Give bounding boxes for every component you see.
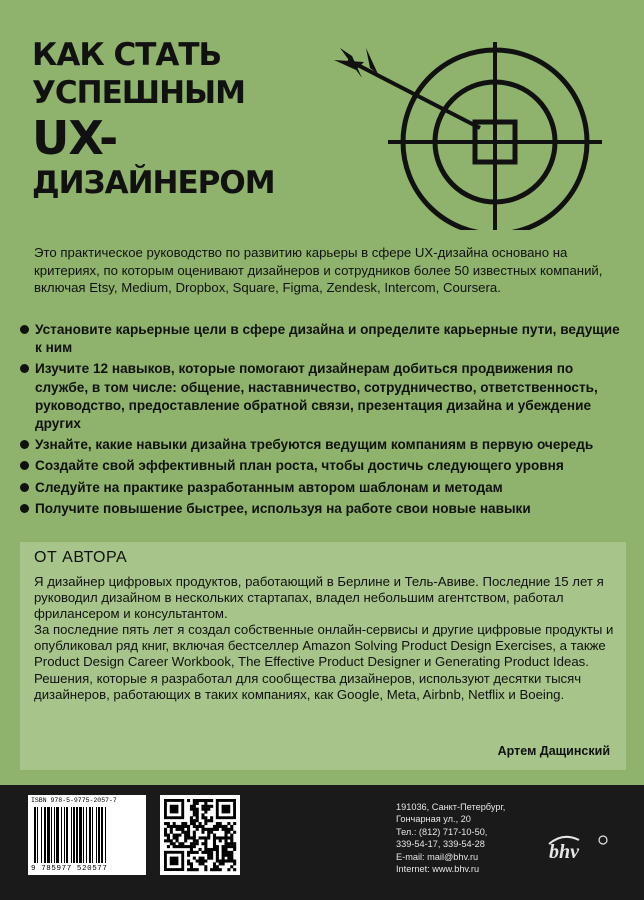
author-panel xyxy=(20,542,626,770)
title-line-3: UX- xyxy=(32,111,118,165)
title-line-4: ДИЗАЙНЕРОМ xyxy=(32,165,275,201)
author-text xyxy=(34,574,618,703)
contact-line: 191036, Санкт-Петербург, xyxy=(396,802,506,812)
intro-paragraph: Это практическое руководство по развитию карьеры в сфере UX-дизайна основано на критериях, по которым оценивают дизайнеров и сотрудников более 50 известных компаний, включая Etsy, Medium, Dropbox, Square, Figma, Zendesk, Intercom, Coursera. xyxy=(34,245,603,295)
book-title xyxy=(32,36,275,202)
author-paragraph: За последние пять лет я создал собственные онлайн-сервисы и другие цифровые продукты и опубликовал ряд книг, включая бестселлер Amazon Solving Product Design Exercises, а также Product Design Career Workbook, The Effective Product Designer и Generating Product Ideas. xyxy=(34,622,614,669)
bhv-logo-icon xyxy=(545,830,615,862)
list-item-text: Изучите 12 навыков, которые помогают дизайнерам добиться продвижения по службе, в том числе: общение, наставничество, сотрудничество, ответственность, руководство, предоставление обратной связи, презентация дизайна и убеждение других xyxy=(35,361,598,432)
target-arrow-illustration xyxy=(330,30,620,230)
bullet-icon xyxy=(20,483,29,492)
title-line-2: УСПЕШНЫМ xyxy=(32,75,245,111)
list-item-text: Создайте свой эффективный план роста, чтобы достичь следующего уровня xyxy=(35,458,564,474)
bullet-icon xyxy=(20,440,29,449)
bullet-icon xyxy=(20,461,29,470)
bullet-icon xyxy=(20,504,29,513)
feature-list xyxy=(20,321,620,521)
contact-line: Гончарная ул., 20 xyxy=(396,814,471,825)
bullet-icon xyxy=(20,325,29,334)
contact-line: 339-54-17, 339-54-28 xyxy=(396,839,485,850)
author-heading: ОТ АВТОРА xyxy=(34,549,128,566)
bottom-band xyxy=(0,785,644,900)
list-item xyxy=(20,436,620,454)
list-item xyxy=(20,500,620,518)
author-paragraph: Решения, которые я разработал для сообщества дизайнеров, используют десятки тысяч дизайнеров, работающих в таких компаниях, как Google, Meta, Airbnb, Netflix и Boeing. xyxy=(34,670,582,702)
publisher-contact xyxy=(396,801,536,875)
list-item-text: Узнайте, какие навыки дизайна требуются ведущим компаниям в первую очередь xyxy=(35,437,594,453)
barcode-digits: 9 785977 520577 xyxy=(31,865,108,873)
contact-line: Тел.: (812) 717-10-50, xyxy=(396,826,488,837)
list-item xyxy=(20,321,620,357)
list-item xyxy=(20,479,620,497)
contact-line: Internet: www.bhv.ru xyxy=(396,864,480,875)
list-item-text: Установите карьерные цели в сфере дизайна и определите карьерные пути, ведущие к ним xyxy=(35,322,620,356)
svg-text:bhv: bhv xyxy=(549,841,579,862)
bullet-icon xyxy=(20,364,29,373)
barcode-icon xyxy=(32,807,142,863)
author-signature: Артем Дащинский xyxy=(497,744,610,758)
isbn-barcode xyxy=(28,795,146,875)
isbn-label: ISBN 978-5-9775-2057-7 xyxy=(31,797,117,804)
author-paragraph: Я дизайнер цифровых продуктов, работающий в Берлине и Тель-Авиве. Последние 15 лет я руководил дизайном в нескольких стартапах, владел небольшим агентством, работал фрилансером и консультантом. xyxy=(34,574,604,621)
list-item-text: Получите повышение быстрее, используя на работе свои новые навыки xyxy=(35,500,531,516)
list-item xyxy=(20,360,620,433)
title-line-1: КАК СТАТЬ xyxy=(32,37,222,73)
list-item-text: Следуйте на практике разработанным автором шаблонам и методам xyxy=(35,479,503,495)
qr-code-icon xyxy=(160,795,240,875)
contact-line: E-mail: mail@bhv.ru xyxy=(396,851,479,862)
list-item xyxy=(20,457,620,475)
